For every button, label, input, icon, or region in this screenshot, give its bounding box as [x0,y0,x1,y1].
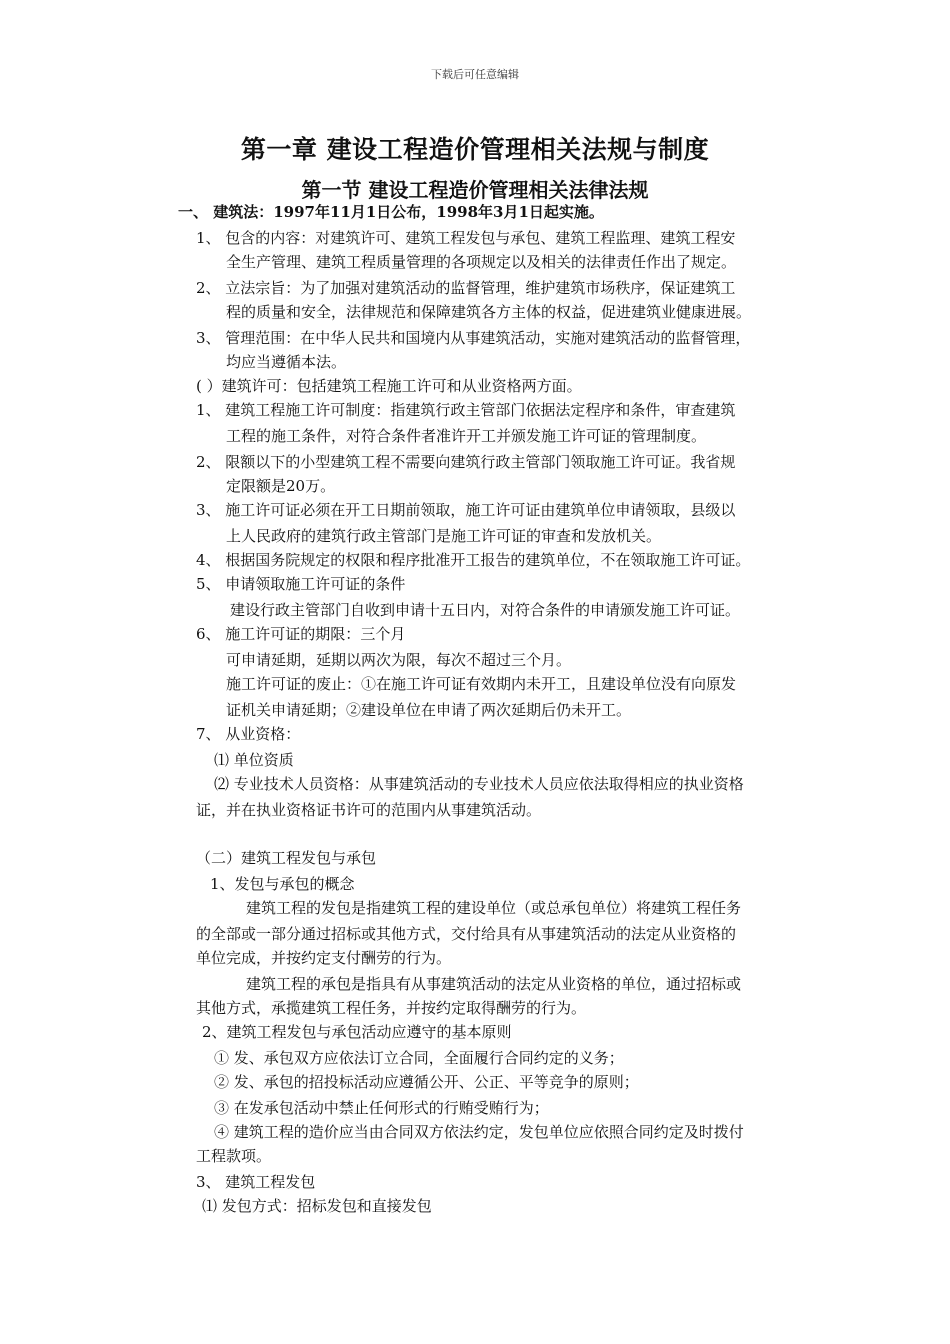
text-line: 上人民政府的建筑行政主管部门是施工许可证的审查和发放机关。 [226,527,662,545]
text-line: 3、 施工许可证必须在开工日期前领取，施工许可证由建筑单位申请领取，县级以 [196,501,736,519]
text-line: 均应当遵循本法。 [226,353,347,371]
text-line: 定限额是20万。 [226,477,336,495]
text-line: 的全部或一部分通过招标或其他方式，交付给具有从事建筑活动的法定从业资格的 [196,925,737,943]
text-line: ⑴ 单位资质 [214,751,294,769]
text-line: 施工许可证的废止：①在施工许可证有效期内未开工，且建设单位没有向原发 [226,675,737,693]
text-line: 单位完成，并按约定支付酬劳的行为。 [196,949,452,967]
text-line: 工程的施工条件，对符合条件者准许开工并颁发施工许可证的管理制度。 [226,427,707,445]
text-line: 可申请延期，延期以两次为限，每次不超过三个月。 [226,651,572,669]
text-line: ⑵ 专业技术人员资格：从事建筑活动的专业技术人员应依法取得相应的执业资格 [214,775,744,793]
text-line: 建筑工程的承包是指具有从事建筑活动的法定从业资格的单位，通过招标或 [246,975,742,993]
text-line: ④ 建筑工程的造价应当由合同双方依法约定，发包单位应依照合同约定及时拨付 [214,1123,744,1141]
text-line: （二）建筑工程发包与承包 [196,849,377,867]
section-title: 第一节 建设工程造价管理相关法律法规 [301,178,649,202]
text-line: ( ）建筑许可：包括建筑工程施工许可和从业资格两方面。 [196,377,582,395]
text-line: ② 发、承包的招投标活动应遵循公开、公正、平等竞争的原则； [214,1073,639,1091]
text-line: ① 发、承包双方应依法订立合同，全面履行合同约定的义务； [214,1049,624,1067]
chapter-title: 第一章 建设工程造价管理相关法规与制度 [240,135,710,164]
text-line: 7、 从业资格： [196,725,301,743]
text-line: 程的质量和安全，法律规范和保障建筑各方主体的权益，促进建筑业健康进展。 [226,303,752,321]
text-line: 4、 根据国务院规定的权限和程序批准开工报告的建筑单位，不在领取施工许可证。 [196,551,751,569]
text-line: 1、 建筑工程施工许可制度：指建筑行政主管部门依据法定程序和条件，审查建筑 [196,401,736,419]
text-line: 全生产管理、建筑工程质量管理的各项规定以及相关的法律责任作出了规定。 [226,253,737,271]
text-line: 1、发包与承包的概念 [210,875,355,893]
text-line: ⑴ 发包方式：招标发包和直接发包 [202,1197,432,1215]
page-header: 下载后可任意编辑 [431,68,519,81]
text-line: 2、建筑工程发包与承包活动应遵守的基本原则 [202,1023,512,1041]
text-line: 2、 限额以下的小型建筑工程不需要向建筑行政主管部门领取施工许可证。我省规 [196,453,736,471]
heading-construction-law: 一、 建筑法：1997年11月1日公布，1998年3月1日起实施。 [178,203,604,221]
text-line: 工程款项。 [196,1147,272,1165]
text-line: ③ 在发承包活动中禁止任何形式的行贿受贿行为； [214,1099,549,1117]
text-line: 建设行政主管部门自收到申请十五日内，对符合条件的申请颁发施工许可证。 [230,601,741,619]
text-line: 建筑工程的发包是指建筑工程的建设单位（或总承包单位）将建筑工程任务 [246,899,742,917]
text-line: 5、 申请领取施工许可证的条件 [196,575,406,593]
text-line: 3、 建筑工程发包 [196,1173,316,1191]
text-line: 3、 管理范围：在中华人民共和国境内从事建筑活动，实施对建筑活动的监督管理， [196,329,751,347]
text-line: 1、 包含的内容：对建筑许可、建筑工程发包与承包、建筑工程监理、建筑工程安 [196,229,736,247]
text-line: 2、 立法宗旨：为了加强对建筑活动的监督管理，维护建筑市场秩序，保证建筑工 [196,279,736,297]
text-line: 证机关申请延期；②建设单位在申请了两次延期后仍未开工。 [226,701,632,719]
text-line: 证，并在执业资格证书许可的范围内从事建筑活动。 [196,801,542,819]
text-line: 6、 施工许可证的期限：三个月 [196,625,406,643]
text-line: 其他方式，承揽建筑工程任务，并按约定取得酬劳的行为。 [196,999,587,1017]
